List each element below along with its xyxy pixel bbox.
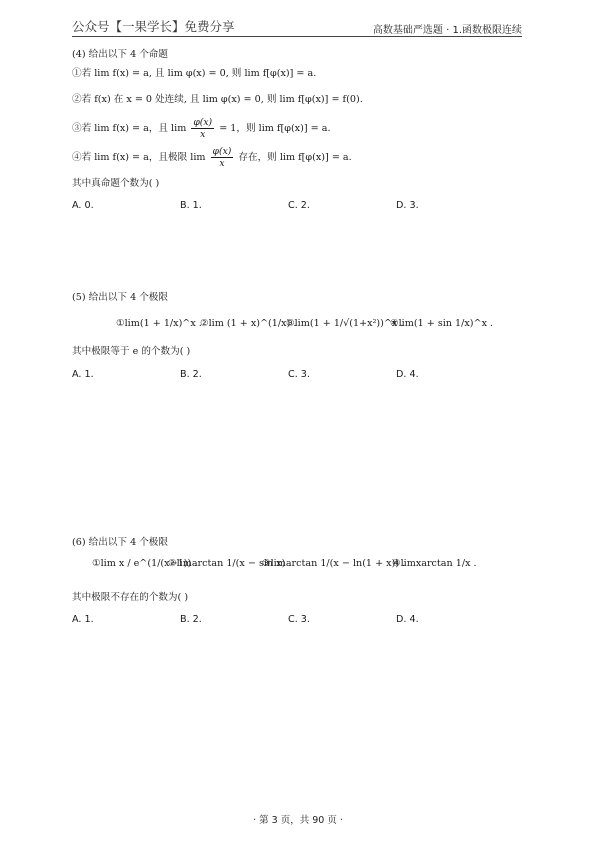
- q4-proposition-1: ①若 lim f(x) = a, 且 lim φ(x) = 0, 则 lim f[φ(x)] = a.: [72, 68, 317, 79]
- q4-p4-text-a: ④若 lim f(x) = a，且极限 lim: [72, 152, 206, 163]
- page-number: · 第 3 页，共 90 页 ·: [253, 815, 343, 826]
- q6-title: (6) 给出以下 4 个极限: [72, 537, 168, 548]
- q5-option-b[interactable]: B. 2.: [180, 369, 202, 380]
- q4-option-a[interactable]: A. 0.: [72, 200, 94, 211]
- q5-option-a[interactable]: A. 1.: [72, 369, 94, 380]
- q6-limit-2: ②limarctan 1/(x − sin x) .: [168, 558, 292, 569]
- header-title-right: 高数基础严选题 · 1.函数极限连续: [372, 25, 522, 36]
- q4-p3-fraction: [191, 117, 214, 140]
- q4-p4-text-b: 存在，则 lim f[φ(x)] = a.: [238, 152, 352, 163]
- q6-option-d[interactable]: D. 4.: [396, 614, 419, 625]
- q4-proposition-2: ②若 f(x) 在 x = 0 处连续, 且 lim φ(x) = 0, 则 lim f[φ(x)] = f(0).: [72, 94, 363, 105]
- q4-p3-text-b: = 1，则 lim f[φ(x)] = a.: [219, 123, 331, 134]
- q6-limit-4: ④limxarctan 1/x .: [392, 558, 477, 569]
- q4-question: 其中真命题个数为( ): [72, 178, 160, 189]
- q4-option-c[interactable]: C. 2.: [288, 200, 310, 211]
- q4-p3-numerator: φ(x): [193, 117, 213, 128]
- q5-limit-3: ③lim(1 + 1/√(1+x²))^x .: [286, 318, 404, 329]
- q4-p4-numerator: φ(x): [212, 146, 232, 157]
- q4-option-d[interactable]: D. 3.: [396, 200, 419, 211]
- q6-question: 其中极限不存在的个数为( ): [72, 592, 189, 603]
- q4-p4-fraction: [211, 146, 234, 169]
- q5-limit-2: ②lim (1 + x)^(1/x) .: [200, 318, 297, 329]
- q6-option-a[interactable]: A. 1.: [72, 614, 94, 625]
- q5-limit-1: ①lim(1 + 1/x)^x .: [116, 318, 202, 329]
- header-title-left: 公众号【一果学长】免费分享: [72, 19, 235, 34]
- q6-limit-3: ③limarctan 1/(x − ln(1 + x)) .: [262, 558, 406, 569]
- header-divider: [72, 36, 522, 37]
- q6-limit-1: ①lim x / e^(1/(x−1)) .: [92, 558, 198, 569]
- q4-p3-text-a: ③若 lim f(x) = a，且 lim: [72, 123, 187, 134]
- q4-p3-denominator: x: [200, 129, 206, 140]
- q4-proposition-3: [72, 117, 331, 140]
- q6-option-c[interactable]: C. 3.: [288, 614, 310, 625]
- q4-proposition-4: [72, 146, 352, 169]
- q5-limit-4: ④lim(1 + sin 1/x)^x .: [390, 318, 494, 329]
- q5-option-d[interactable]: D. 4.: [396, 369, 419, 380]
- q4-option-b[interactable]: B. 1.: [180, 200, 202, 211]
- q4-p4-denominator: x: [219, 158, 225, 169]
- q5-title: (5) 给出以下 4 个极限: [72, 292, 168, 303]
- q5-question: 其中极限等于 e 的个数为( ): [72, 346, 191, 357]
- q4-title: (4) 给出以下 4 个命题: [72, 49, 168, 60]
- q6-option-b[interactable]: B. 2.: [180, 614, 202, 625]
- q5-option-c[interactable]: C. 3.: [288, 369, 310, 380]
